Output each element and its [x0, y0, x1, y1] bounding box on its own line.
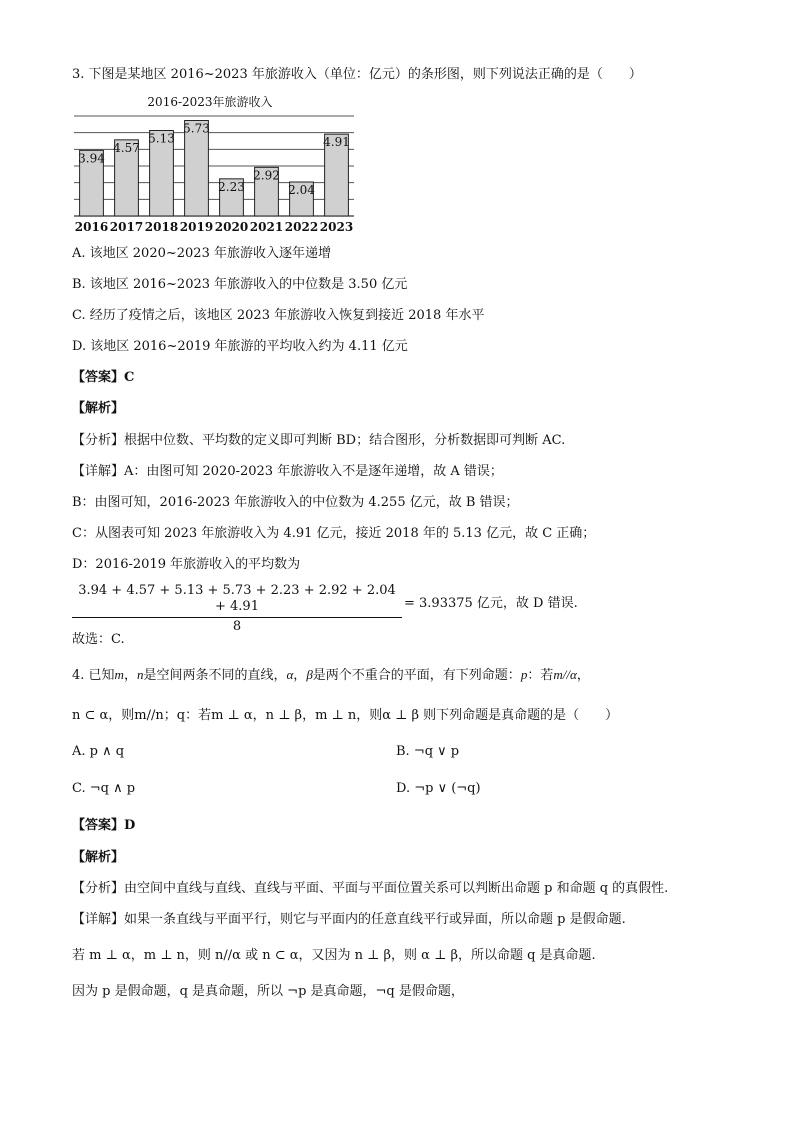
var-m: m	[114, 667, 124, 682]
q4-stem-text: 是两个不重合的平面，有下列命题：	[312, 668, 521, 683]
q3-option-c: C. 经历了疫情之后，该地区 2023 年旅游收入恢复到接近 2018 年水平	[72, 308, 485, 323]
q4-stem-text: ，	[576, 668, 590, 683]
value-label-2017: 4.57	[113, 140, 140, 155]
x-tick-2019: 2019	[179, 220, 214, 234]
q4-stem-text: ，	[293, 668, 307, 683]
q3-analysis-title: 【解析】	[72, 401, 125, 416]
q4-detail-2: 若 m ⊥ α，m ⊥ n，则 n//α 或 n ⊂ α，又因为 n ⊥ β，则 α ⊥ β，所以命题 q 是真命题.	[72, 948, 596, 963]
value-label-2023: 4.91	[323, 135, 350, 150]
q4-detail-3: 因为 p 是假命题，q 是真命题，所以 ¬p 是真命题，¬q 是假命题，	[72, 984, 464, 999]
q4-stem-text: 是空间两条不同的直线，	[143, 668, 287, 683]
q3-option-b: B. 该地区 2016~2023 年旅游收入的中位数是 3.50 亿元	[72, 277, 408, 292]
mean-fraction	[72, 583, 402, 635]
q3-option-d: D. 该地区 2016~2019 年旅游的平均收入约为 4.11 亿元	[72, 339, 408, 354]
x-tick-2018: 2018	[144, 220, 179, 234]
q4-option-c: C. ¬q ∧ p	[72, 781, 136, 796]
q4-option-a: A. p ∧ q	[72, 744, 125, 759]
x-tick-2022: 2022	[284, 220, 319, 234]
q4-stem-text: ，	[123, 668, 137, 683]
q3-detail-b: B：由图可知，2016-2023 年旅游收入的中位数为 4.255 亿元，故 B 错误；	[72, 495, 519, 510]
q3-answer: 【答案】C	[72, 370, 135, 385]
q4-analysis-title: 【解析】	[72, 850, 125, 865]
value-label-2018: 5.13	[148, 131, 175, 146]
q4-fenxi: 【分析】由空间中直线与直线、直线与平面、平面与平面位置关系可以判断出命题 p 和命题 q 的真假性.	[72, 881, 669, 896]
q3-detail-a: 【详解】A：由图可知 2020-2023 年旅游收入不是逐年递增，故 A 错误；	[72, 464, 503, 479]
condition-m-parallel-alpha: m//α	[553, 667, 577, 682]
q4-answer: 【答案】D	[72, 818, 136, 833]
q4-stem-text: ：若	[527, 668, 554, 683]
q4-option-d: D. ¬p ∨ (¬q)	[396, 781, 481, 796]
value-label-2022: 2.04	[288, 183, 315, 197]
q3-detail-c: C：从图表可知 2023 年旅游收入为 4.91 亿元，接近 2018 年的 5.13 亿元，故 C 正确；	[72, 526, 596, 541]
q3-stem: 3. 下图是某地区 2016~2023 年旅游收入（单位：亿元）的条形图，则下列说法正确的是（ ）	[72, 67, 642, 82]
x-tick-2021: 2021	[249, 220, 284, 234]
q4-stem-line2: n ⊂ α，则m//n；q：若m ⊥ α，n ⊥ β，m ⊥ n，则α ⊥ β 则下列命题是真命题的是（ ）	[72, 708, 619, 723]
var-p: p	[520, 667, 528, 682]
fraction-denominator: 8	[232, 619, 242, 634]
bars	[80, 121, 349, 217]
var-alpha: α	[286, 667, 294, 682]
x-tick-2023: 2023	[319, 220, 354, 234]
var-n: n	[136, 667, 144, 682]
value-label-2021: 2.92	[253, 168, 280, 183]
q4-stem-line1	[72, 666, 590, 685]
q3-fenxi: 【分析】根据中位数、平均数的定义即可判断 BD；结合图形，分析数据即可判断 AC.	[72, 433, 566, 448]
q4-stem-text: 4. 已知	[72, 668, 115, 683]
chart-title: 2016-2023年旅游收入	[147, 96, 273, 109]
q3-choice: 故选：C.	[72, 632, 125, 647]
x-tick-2017: 2017	[109, 220, 144, 234]
q3-option-a: A. 该地区 2020~2023 年旅游收入逐年递增	[72, 246, 331, 261]
value-label-2016: 3.94	[78, 151, 105, 166]
value-label-2019: 5.73	[183, 121, 210, 136]
q3-detail-d: D：2016-2019 年旅游收入的平均数为	[72, 557, 301, 572]
q4-option-b: B. ¬q ∨ p	[396, 744, 460, 759]
value-label-2020: 2.23	[218, 179, 245, 194]
var-beta: β	[306, 667, 313, 682]
fraction-numerator: 3.94 + 4.57 + 5.13 + 5.73 + 2.23 + 2.92 + 2.04 + 4.91	[78, 583, 396, 614]
x-tick-2020: 2020	[214, 220, 249, 234]
q4-detail-1: 【详解】如果一条直线与平面平行，则它与平面内的任意直线平行或异面，所以命题 p 是假命题.	[72, 912, 626, 927]
x-tick-labels	[75, 220, 353, 234]
x-tick-2016: 2016	[74, 220, 109, 234]
bar-chart	[70, 96, 360, 236]
fraction-result: = 3.93375 亿元，故 D 错误.	[404, 596, 578, 611]
fraction-bar	[72, 617, 402, 618]
